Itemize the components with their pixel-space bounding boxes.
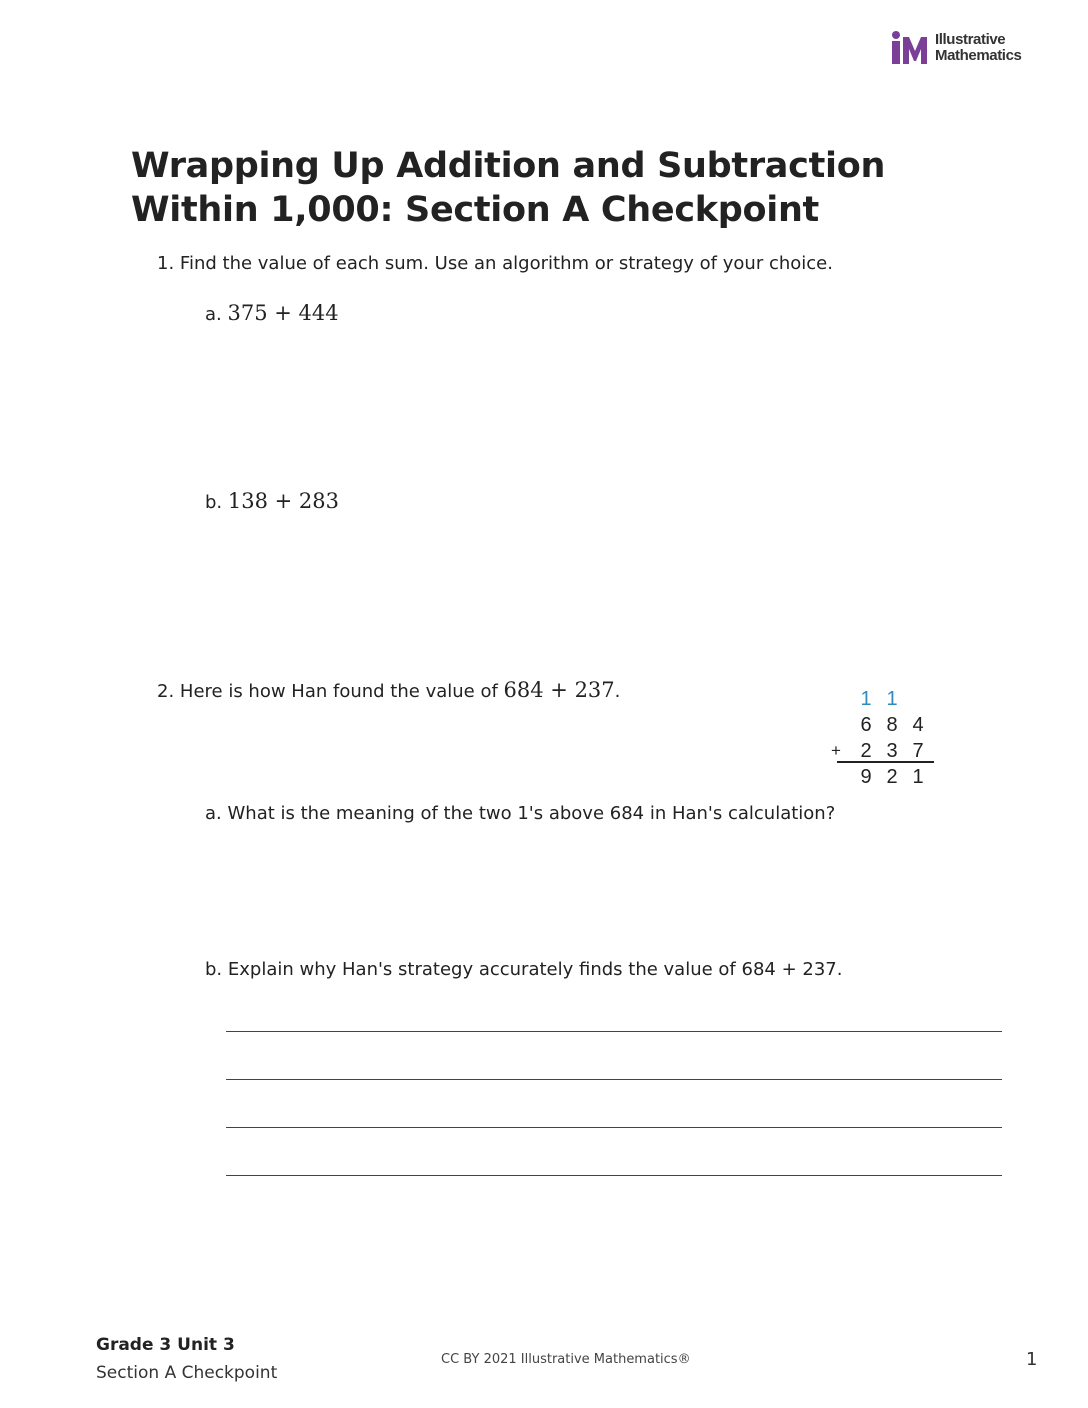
math-expression: 684 + 237 [503,678,615,702]
answer-line[interactable] [226,1127,1002,1128]
digit: 2 [886,766,898,788]
im-logo-icon [889,31,927,65]
question-number: 2. [157,681,175,702]
part-label: b. [205,959,223,980]
answer-line[interactable] [226,1175,1002,1176]
addend-top-row [828,712,938,738]
question-text: What is the meaning of the two 1's above 684 in Han's calculation? [227,803,836,824]
han-addition-algorithm [828,686,938,790]
question-2-prompt [157,678,620,702]
prompt-period: . [614,681,621,702]
math-expression: 138 + 283 [227,489,340,513]
footer-copyright: CC BY 2021 Illustrative Mathematics® [441,1352,691,1367]
part-label: a. [205,803,222,824]
question-1a [205,301,339,325]
footer-section: Section A Checkpoint [96,1363,278,1383]
logo-line-1: Illustrative [935,31,1006,48]
digit: 8 [886,714,898,736]
answer-line[interactable] [226,1031,1002,1032]
digit: 4 [912,714,924,736]
digit: 2 [860,740,872,762]
part-label: b. [205,492,223,513]
plus-sign: + [831,741,841,760]
digit: 3 [886,740,898,762]
digit: 1 [912,766,924,788]
part-label: a. [205,304,222,325]
digit: 9 [860,766,872,788]
carry-row [828,686,938,712]
question-2a [205,803,835,824]
question-text: Here is how Han found the value of [179,681,498,702]
footer-unit-info [96,1335,277,1383]
question-text: Find the value of each sum. Use an algorithm or strategy of your choice. [179,253,833,274]
question-1b [205,489,339,513]
carry-digit: 1 [860,688,872,710]
digit: 6 [860,714,872,736]
logo-line-2: Mathematics [935,47,1022,64]
question-text: Explain why Han's strategy accurately finds the value of 684 + 237. [227,959,843,980]
question-1-prompt [157,253,833,274]
logo-wordmark [935,32,1021,64]
page-number: 1 [1026,1349,1038,1370]
carry-digit: 1 [886,688,898,710]
footer-grade-unit: Grade 3 Unit 3 [96,1335,235,1355]
math-expression: 375 + 444 [227,301,339,325]
illustrative-mathematics-logo [889,31,1021,65]
answer-line[interactable] [226,1079,1002,1080]
question-number: 1. [157,253,175,274]
page-title: Wrapping Up Addition and Subtraction Within 1,000: Section A Checkpoint [131,146,886,230]
question-2b [205,959,842,980]
sum-rule [837,761,934,763]
result-row [828,764,938,790]
digit: 7 [912,740,924,762]
